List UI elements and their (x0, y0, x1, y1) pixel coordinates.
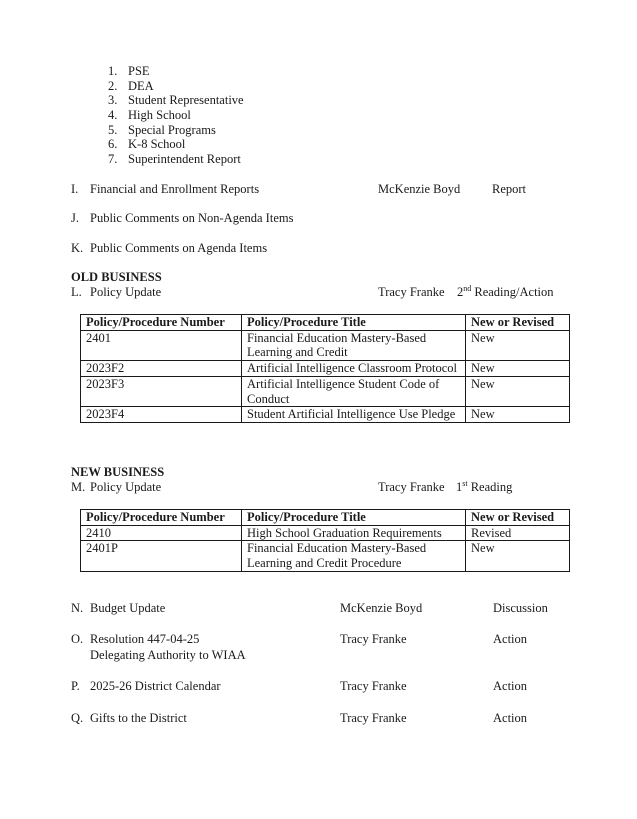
item-letter: J. (71, 211, 79, 225)
item-text: Policy Update (90, 285, 162, 299)
item-action: Report (492, 182, 527, 196)
column-header: Policy/Procedure Title (242, 315, 466, 331)
table-header-row (81, 315, 570, 331)
item-presenter: Tracy Franke (340, 679, 407, 693)
policy-number: 2401 (81, 330, 242, 360)
item-letter: N. (71, 601, 84, 615)
policy-number: 2023F4 (81, 407, 242, 423)
table-row (81, 407, 570, 423)
section-heading: OLD BUSINESS (71, 270, 162, 284)
policy-status: New (466, 376, 570, 406)
item-action: Action (493, 632, 528, 646)
item-text: Policy Update (90, 480, 162, 494)
item-letter: Q. (71, 711, 84, 725)
list-item: 3. Student Representative (108, 93, 244, 108)
item-letter: P. (71, 679, 80, 693)
policy-number: 2023F3 (81, 376, 242, 406)
policy-title: Student Artificial Intelligence Use Pledge (242, 407, 466, 423)
item-action: Action (493, 711, 528, 725)
item-letter: O. (71, 632, 84, 646)
item-text: Public Comments on Non-Agenda Items (90, 211, 294, 225)
item-text-line2: Delegating Authority to WIAA (90, 648, 246, 662)
column-header: New or Revised (466, 510, 570, 526)
list-item: 7. Superintendent Report (108, 152, 241, 167)
policy-number: 2410 (81, 525, 242, 541)
column-header: Policy/Procedure Number (81, 315, 242, 331)
list-item: 4. High School (108, 108, 191, 123)
policy-title: Artificial Intelligence Classroom Protocol (242, 361, 466, 377)
table-row (81, 361, 570, 377)
policy-title: Financial Education Mastery-Based Learning and Credit (242, 330, 466, 360)
item-presenter: Tracy Franke (340, 711, 407, 725)
item-presenter: McKenzie Boyd (378, 182, 461, 196)
item-text: Budget Update (90, 601, 166, 615)
policy-status: Revised (466, 525, 570, 541)
policy-title: Financial Education Mastery-Based Learning and Credit Procedure (242, 541, 466, 571)
item-text: Resolution 447-04-25 (90, 632, 200, 646)
column-header: Policy/Procedure Number (81, 510, 242, 526)
list-item: 2. DEA (108, 78, 154, 93)
policy-title: Artificial Intelligence Student Code of Conduct (242, 376, 466, 406)
item-action: Action (493, 679, 528, 693)
item-text: Gifts to the District (90, 711, 187, 725)
item-presenter: Tracy Franke (378, 480, 445, 494)
list-item: 5. Special Programs (108, 122, 216, 137)
item-presenter: Tracy Franke (340, 632, 407, 646)
item-letter: L. (71, 285, 82, 299)
policy-number: 2401P (81, 541, 242, 571)
item-presenter: Tracy Franke (378, 285, 445, 299)
policy-status: New (466, 541, 570, 571)
table-header-row (81, 510, 570, 526)
column-header: Policy/Procedure Title (242, 510, 466, 526)
column-header: New or Revised (466, 315, 570, 331)
section-heading: NEW BUSINESS (71, 465, 165, 479)
item-letter: M. (71, 480, 86, 494)
item-text: Financial and Enrollment Reports (90, 182, 260, 196)
item-letter: K. (71, 241, 84, 255)
item-text: 2025-26 District Calendar (90, 679, 221, 693)
item-reading: 1st Reading (456, 478, 513, 494)
policy-number: 2023F2 (81, 361, 242, 377)
item-presenter: McKenzie Boyd (340, 601, 423, 615)
table-row (81, 376, 570, 406)
policy-status: New (466, 361, 570, 377)
table-row (81, 525, 570, 541)
new-business-policy-table (80, 509, 570, 572)
policy-status: New (466, 330, 570, 360)
policy-status: New (466, 407, 570, 423)
list-item: 1. PSE (108, 64, 150, 78)
item-text: Public Comments on Agenda Items (90, 241, 268, 255)
list-item: 6. K-8 School (108, 137, 186, 152)
old-business-policy-table (80, 314, 570, 423)
table-row (81, 541, 570, 571)
item-letter: I. (71, 182, 79, 196)
reports-list (108, 64, 244, 167)
item-reading: 2nd Reading/Action (457, 283, 554, 299)
policy-title: High School Graduation Requirements (242, 525, 466, 541)
item-action: Discussion (493, 601, 548, 615)
table-row (81, 330, 570, 360)
